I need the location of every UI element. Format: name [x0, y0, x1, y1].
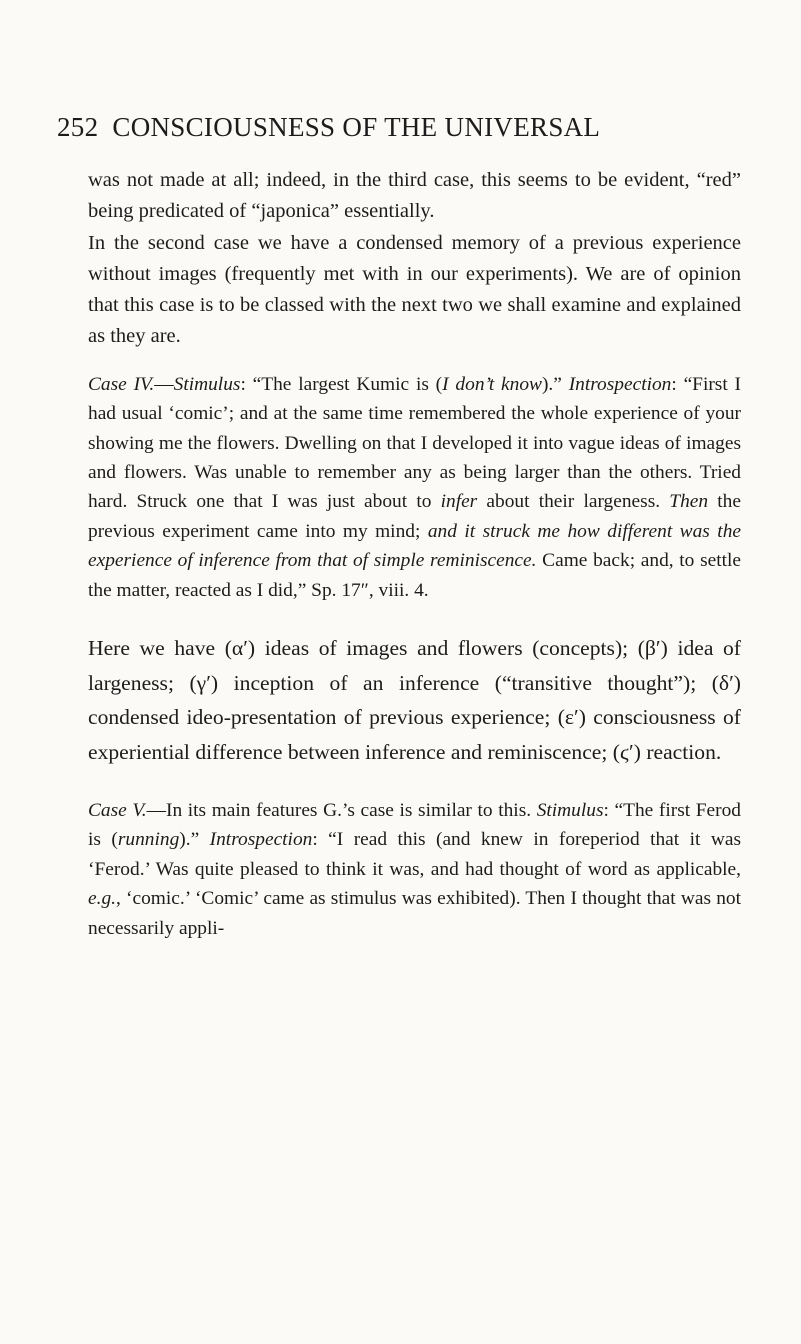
case-iv-stimulus-text: : “The largest Kumic is ( [240, 373, 443, 395]
page-number: 252 [57, 112, 99, 142]
running-header [57, 112, 747, 143]
case-iv-dash: — [154, 373, 174, 395]
paragraph-case-v [88, 796, 741, 943]
case-iv-infer: infer [440, 491, 478, 513]
case-v-label: Case V. [88, 800, 147, 822]
case-iv-introspection-2: about their largeness. [477, 491, 670, 513]
case-v-introspection-2: , ‘comic.’ ‘Comic’ came as stimulus was exhibited). Then I thought that was not necessarily appli- [88, 888, 741, 939]
case-v-stimulus-response: running [117, 829, 180, 851]
running-title: CONSCIOUSNESS OF THE UNIVERSAL [112, 112, 601, 142]
case-v-eg: e.g. [88, 888, 116, 910]
case-v-stimulus-label: Stimulus [536, 800, 604, 822]
paragraph-second-case-text: In the second case we have a condensed memory of a previous experience without images (frequently met with in our experiments). We are of opinion that this case is to be classed with the next two we shall examine and explained as they are. [88, 231, 741, 348]
case-v-text-1: —In its main features G.’s case is similar to this. [146, 800, 537, 822]
case-iv-stimulus-label: Stimulus [173, 373, 241, 395]
case-iv-introspection-4: Came back; and, to settle the matter, reacted as I did,” Sp. 17″, viii. 4. [88, 550, 741, 601]
paragraph-continuation-text: was not made at all; indeed, in the third case, this seems to be evident, “red” being predicated of “japonica” essentially. [88, 169, 741, 223]
case-iv-italic-phrase: and it struck me how different was the experience of inference from that of simple reminiscence. [88, 520, 741, 572]
paragraph-case-iv [88, 370, 741, 605]
paragraph-continuation [88, 165, 741, 228]
case-iv-introspection-1: : “First I had usual ‘comic’; and at the same time remembered the whole experience of your showing me the flowers. Dwelling on that I developed it into vague ideas of images and flowers. Was unable to remember any as being larger than the others. Tried hard. Struck one that I was just about to [88, 373, 742, 513]
case-v-stimulus-close: ).” [179, 829, 210, 851]
case-iv-stimulus-close: ).” [541, 373, 569, 395]
case-iv-stimulus-response: I don’t know [442, 373, 542, 395]
case-v-stimulus-text: : “The first Ferod is ( [88, 800, 741, 851]
case-iv-introspection-label: Introspection [568, 373, 672, 395]
case-iv-introspection-3: the previous experiment came into my mind; [88, 491, 741, 542]
paragraph-second-case [88, 228, 741, 353]
case-iv-then: Then [669, 491, 709, 513]
case-v-introspection-label: Introspection [209, 829, 313, 851]
case-iv-label: Case IV. [88, 373, 155, 395]
paragraph-summary [88, 631, 741, 769]
case-v-introspection-1: : “I read this (and knew in foreperiod that it was ‘Ferod.’ Was quite pleased to think it was, and had thought of word as applicable, [88, 829, 742, 880]
paragraph-summary-text: Here we have (α′) ideas of images and flowers (concepts); (β′) idea of largeness; (γ′) inception of an inference (“transitive thought”); (δ′) condensed ideo-presentation of previous experience; (ε′) consciousness of experiential difference between inference and reminiscence; (ϛ′) reaction. [88, 636, 741, 764]
body-text [88, 165, 741, 943]
